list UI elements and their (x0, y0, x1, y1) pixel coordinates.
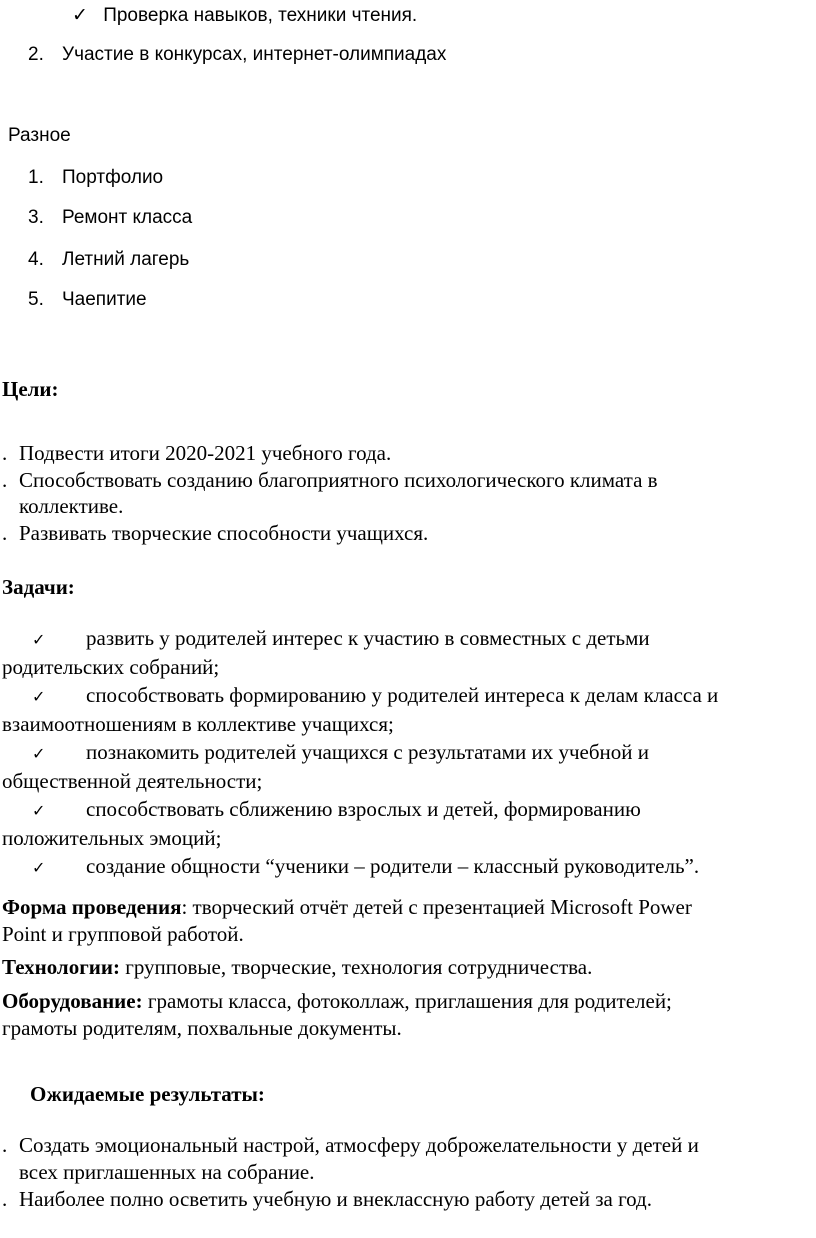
equipment-label: Оборудование: (2, 989, 143, 1013)
task-item (2, 853, 802, 882)
list-text: Чаепитие (62, 289, 147, 310)
checkmark-icon: ✓ (32, 632, 46, 649)
result-item (2, 1187, 652, 1212)
task-text: создание общности “ученики – родители – классный руководитель”. (86, 854, 700, 878)
checkmark-icon: ✓ (32, 860, 46, 877)
list-item (28, 44, 447, 66)
list-marker: . (2, 1187, 8, 1211)
result-item (2, 1133, 699, 1158)
list-marker: . (2, 521, 8, 545)
tasks-heading: Задачи: (2, 575, 75, 599)
result-text-continued: всех приглашенных на собрание. (19, 1160, 315, 1184)
tech-line (2, 955, 592, 980)
task-text: развить у родителей интерес к участию в совместных с детьми (86, 626, 650, 650)
equipment-line (2, 989, 672, 1014)
task-item (2, 796, 802, 851)
goal-item (2, 468, 658, 493)
result-text: Создать эмоциональный настрой, атмосферу доброжелательности у детей и (19, 1133, 699, 1157)
task-item (2, 682, 802, 737)
task-text: способствовать сближению взрослых и детей, формированию (86, 797, 641, 821)
form-label: Форма проведения (2, 895, 182, 919)
results-heading: Ожидаемые результаты: (30, 1082, 265, 1106)
task-text: познакомить родителей учащихся с результатами их учебной и (86, 740, 649, 764)
list-number: 5. (28, 289, 44, 310)
task-text-continued: общественной деятельности; (2, 769, 263, 793)
goals-heading: Цели: (2, 377, 59, 401)
list-number: 4. (28, 249, 44, 270)
tech-label: Технологии: (2, 955, 120, 979)
list-marker: . (2, 468, 8, 492)
goal-text: Развивать творческие способности учащихся. (19, 521, 429, 545)
equipment-text-continued: грамоты родителям, похвальные документы. (2, 1016, 402, 1040)
result-text: Наиболее полно осветить учебную и внеклассную работу детей за год. (19, 1187, 652, 1211)
goal-text: Подвести итоги 2020-2021 учебного года. (19, 441, 392, 465)
list-item (28, 249, 190, 271)
checkmark-icon: ✓ (32, 803, 46, 820)
equipment-text: грамоты класса, фотоколлаж, приглашения для родителей; (142, 989, 672, 1013)
task-text-continued: взаимоотношениям в коллективе учащихся; (2, 712, 394, 736)
task-item (2, 625, 802, 680)
form-text-continued: Point и групповой работой. (2, 922, 244, 946)
list-number: 3. (28, 207, 44, 228)
form-line (2, 895, 692, 920)
list-marker: . (2, 1133, 8, 1157)
misc-heading: Разное (8, 125, 71, 146)
checkmark-icon: ✓ (32, 689, 46, 706)
checkmark-icon: ✓ (32, 746, 46, 763)
goal-item (2, 521, 429, 546)
list-text: Портфолио (62, 167, 164, 188)
task-text-continued: положительных эмоций; (2, 826, 222, 850)
task-item (2, 739, 802, 794)
list-item (28, 167, 164, 189)
task-text: способствовать формированию у родителей интереса к делам класса и (86, 683, 719, 707)
list-number: 1. (28, 167, 44, 188)
list-marker: . (2, 441, 8, 465)
task-text-continued: родительских собраний; (2, 655, 220, 679)
list-item (28, 207, 193, 229)
list-text: Участие в конкурсах, интернет-олимпиадах (62, 44, 447, 65)
list-text: Летний лагерь (62, 249, 190, 270)
checkmark-icon: ✓ (72, 5, 88, 26)
form-text: : творческий отчёт детей с презентацией Microsoft Power (181, 895, 692, 919)
list-item (28, 289, 147, 311)
goal-item (2, 441, 392, 466)
tech-text: групповые, творческие, технология сотрудничества. (119, 955, 593, 979)
list-text: Ремонт класса (62, 207, 193, 228)
tasks-list (2, 625, 802, 882)
check-item (72, 4, 417, 27)
goal-text-continued: коллективе. (19, 494, 124, 518)
goal-text: Способствовать созданию благоприятного психологического климата в (19, 468, 658, 492)
list-number: 2. (28, 44, 44, 65)
check-item-text: Проверка навыков, техники чтения. (103, 5, 418, 26)
